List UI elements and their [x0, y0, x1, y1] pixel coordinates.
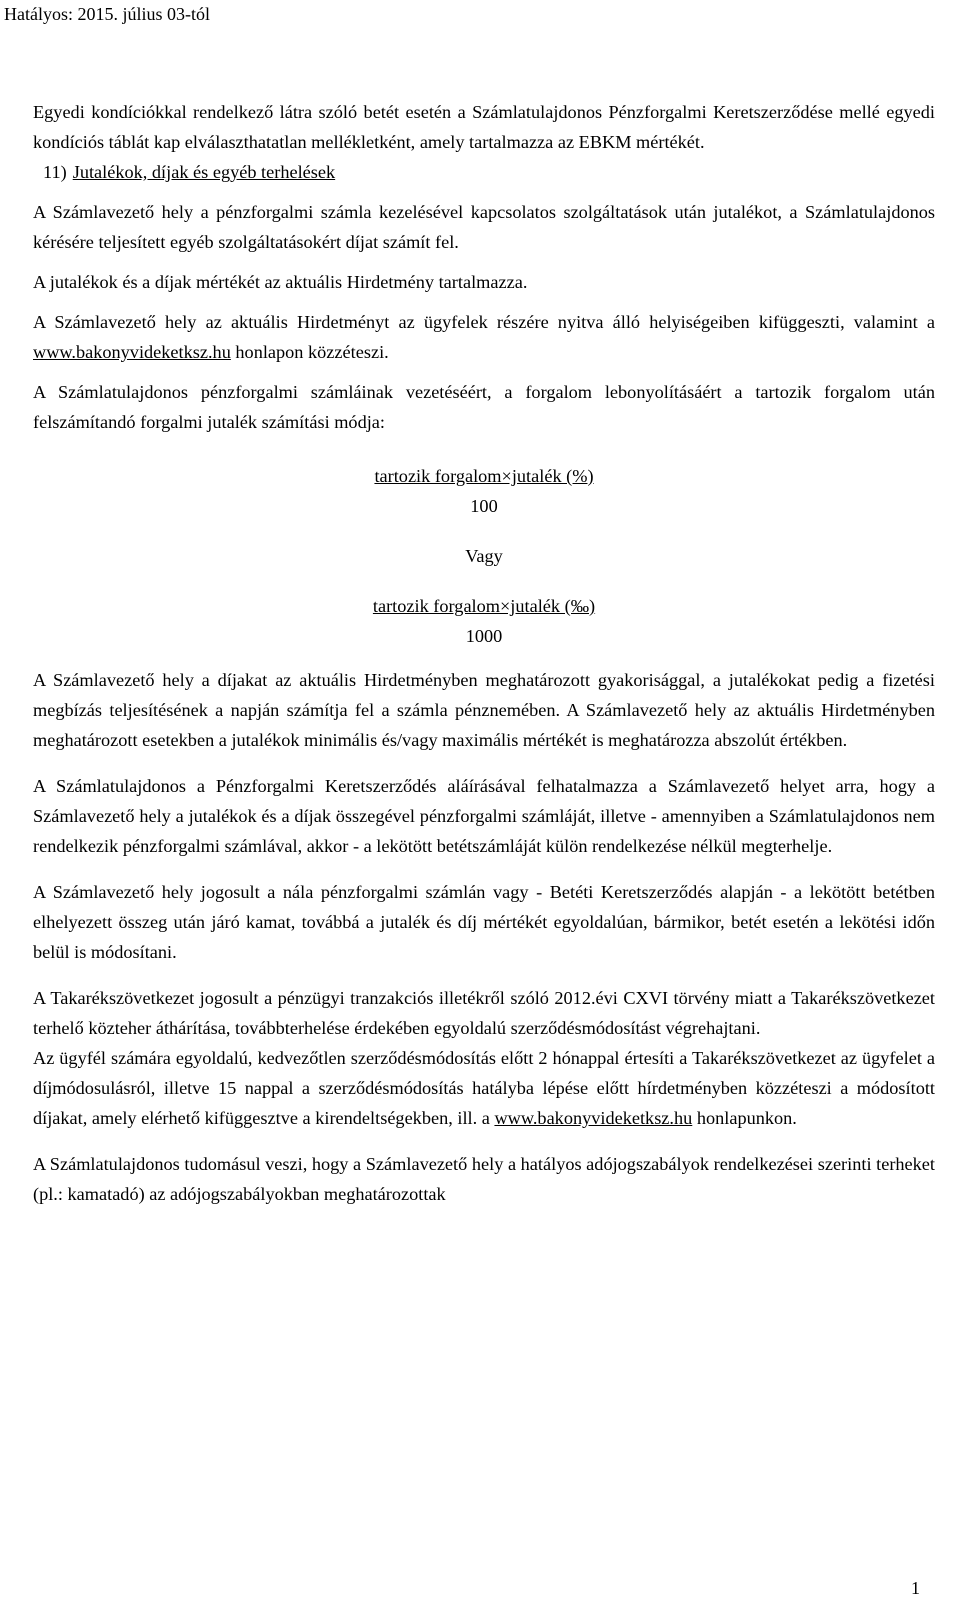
website-link[interactable]: www.bakonyvideketksz.hu	[33, 342, 231, 362]
formula-or: Vagy	[465, 546, 503, 566]
page-number: 1	[911, 1578, 920, 1598]
commission-formula	[33, 461, 935, 651]
formula-percent	[33, 461, 935, 521]
effective-date-header: Hatályos: 2015. július 03-tól	[4, 4, 210, 24]
formula-percent-denominator: 100	[470, 496, 498, 516]
paragraph-commission-method: A Számlatulajdonos pénzforgalmi számláinak vezetéséért, a forgalom lebonyolításáért a tartozik forgalom után felszámítandó forgalmi jutalék számítási módja:	[33, 382, 935, 432]
paragraph-customer-notice	[33, 1043, 935, 1133]
formula-permille	[33, 591, 935, 651]
document-body	[33, 97, 935, 1209]
intro-paragraph: Egyedi kondíciókkal rendelkező látra szóló betét esetén a Számlatulajdonos Pénzforgalmi Keretszerződése mellé egyedi kondíciós táblát kap elválaszthatatlan mellékletként, amely tartalmazza az EBKM mértékét.	[33, 102, 935, 152]
section-number: 11)	[43, 162, 67, 182]
website-link-2[interactable]: www.bakonyvideketksz.hu	[494, 1108, 693, 1128]
notice-text-before: Az ügyfél számára egyoldalú, kedvezőtlen szerződésmódosítás előtt 2 hónappal értesíti a Takarékszövetkezet az ügyfelet a díjmódosulásról, illetve 15 nappal a szerződésmódosítás hatályba lépése előtt hírdetményben közzéteszi a módosított díjakat, amely elérhető kifüggesztve a kirendeltségekben, ill. a	[33, 1048, 935, 1128]
paragraph-transaction-levy: A Takarékszövetkezet jogosult a pénzügyi tranzakciós illetékről szóló 2012.évi CXVI törvény miatt a Takarékszövetkezet terhelő közteher áthárítása, továbbterhelése érdekében egyoldalú szerződésmódosítást végrehajtani.	[33, 988, 935, 1038]
paragraph-announcement	[33, 307, 935, 367]
announcement-text-after: honlapon közzéteszi.	[230, 342, 389, 362]
paragraph-fee-rates: A jutalékok és a díjak mértékét az aktuális Hirdetmény tartalmazza.	[33, 272, 528, 292]
formula-percent-numerator: tartozik forgalom×jutalék (%)	[374, 466, 594, 486]
notice-text-after: honlapunkon.	[692, 1108, 797, 1128]
paragraph-commission-basis: A Számlavezető hely a pénzforgalmi számla kezelésével kapcsolatos szolgáltatások után jutalékot, a Számlatulajdonos kérésére teljesített egyéb szolgáltatásokért díjat számít fel.	[33, 202, 935, 252]
formula-permille-numerator: tartozik forgalom×jutalék (‰)	[372, 596, 596, 616]
paragraph-unilateral-change: A Számlavezető hely jogosult a nála pénzforgalmi számlán vagy - Betéti Keretszerződés alapján - a lekötött betétben elhelyezett összeg után járó kamat, továbbá a jutalék és díj mértékét egyoldalúan, bármikor, betét esetén a lekötési időn belül is módosítani.	[33, 882, 935, 962]
paragraph-fee-timing: A Számlavezető hely a díjakat az aktuális Hirdetményben meghatározott gyakorisággal, a jutalékokat pedig a fizetési megbízás teljesítésének a napján számítja fel a számla pénznemében. A Számlavezető hely az aktuális Hirdetményben meghatározott esetekben a jutalékok minimális és/vagy maximális mértékét is meghatározza abszolút értékben.	[33, 670, 935, 750]
announcement-text-before: A Számlavezető hely az aktuális Hirdetményt az ügyfelek részére nyitva álló helyiségeiben kifüggeszti, valamint a	[33, 312, 935, 332]
paragraph-debit-authorization: A Számlatulajdonos a Pénzforgalmi Keretszerződés aláírásával felhatalmazza a Számlavezető helyet arra, hogy a Számlavezető hely a jutalékok és a díjak összegével pénzforgalmi számláját, illetve - amennyiben a Számlatulajdonos nem rendelkezik pénzforgalmi számlával, akkor - a lekötött betétszámláját külön rendelkezése nélkül megterhelje.	[33, 776, 935, 856]
paragraph-tax-obligations: A Számlatulajdonos tudomásul veszi, hogy a Számlavezető hely a hatályos adójogszabályok rendelkezései szerinti terheket (pl.: kamatadó) az adójogszabályokban meghatározottak	[33, 1154, 935, 1204]
formula-permille-denominator: 1000	[465, 626, 503, 646]
section-title: Jutalékok, díjak és egyéb terhelések	[72, 162, 336, 182]
section-heading	[33, 157, 935, 187]
